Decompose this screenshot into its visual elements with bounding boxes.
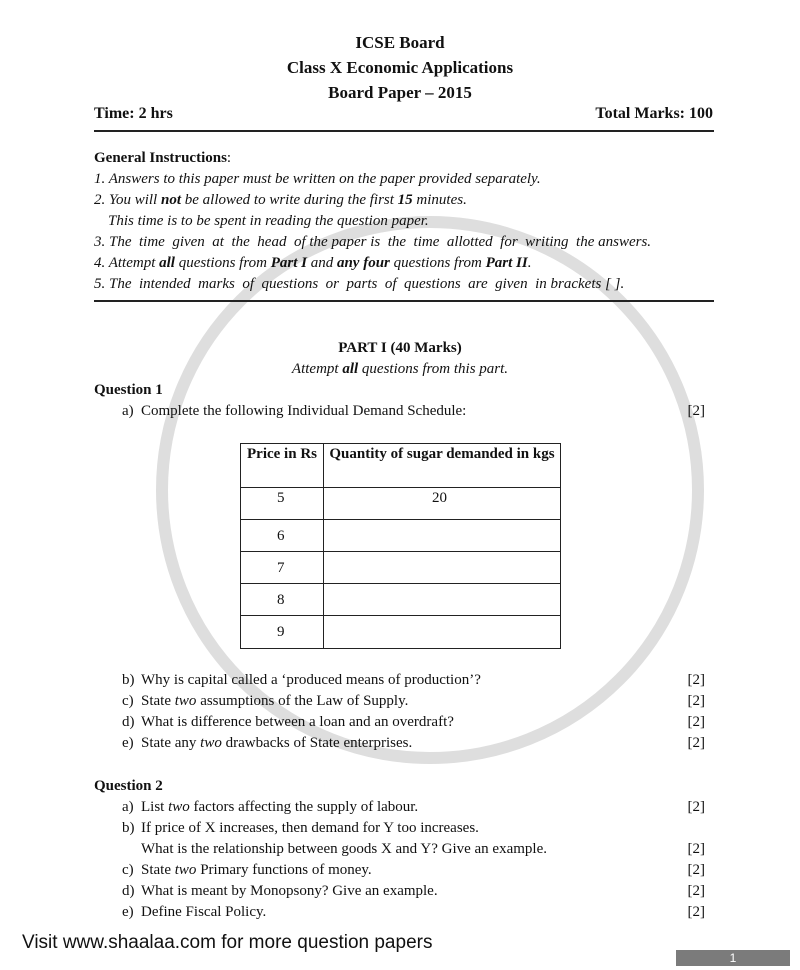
q1e-marks: [2] [687, 735, 705, 751]
q2c-text: State two Primary functions of money. [141, 862, 372, 878]
q2e-text: Define Fiscal Policy. [141, 904, 267, 920]
price-cell: 8 [241, 584, 324, 616]
question-2-title: Question 2 [94, 778, 163, 794]
divider [94, 130, 714, 132]
quantity-cell [324, 552, 561, 584]
price-cell: 7 [241, 552, 324, 584]
price-cell: 5 [241, 488, 324, 520]
instruction-3: 3. The time given at the head of the paper is the time allotted for writing the answers. [94, 234, 652, 250]
quantity-cell [324, 520, 561, 552]
q1d-text: What is difference between a loan and an overdraft? [141, 714, 454, 730]
q2a-marks: [2] [687, 799, 705, 815]
q1b-text: Why is capital called a ‘produced means of production’? [141, 672, 481, 688]
instruction-2: 2. You will not be allowed to write during the first 15 minutes. [94, 192, 467, 208]
q1c-text: State two assumptions of the Law of Supply. [141, 693, 409, 709]
q2e-label: e) [122, 904, 134, 920]
q1b-marks: [2] [687, 672, 705, 688]
part1-title: PART I (40 Marks) [338, 340, 462, 356]
q2e-marks: [2] [687, 904, 705, 920]
q2b-text: If price of X increases, then demand for Y too increases. [141, 820, 479, 836]
quantity-cell [324, 616, 561, 649]
q1e-text: State any two drawbacks of State enterprises. [141, 735, 413, 751]
footer-link[interactable]: Visit www.shaalaa.com for more question papers [22, 932, 433, 953]
q2a-label: a) [122, 799, 134, 815]
q2b-label: b) [122, 820, 135, 836]
price-cell: 9 [241, 616, 324, 649]
q2b-marks: [2] [687, 841, 705, 857]
q1a-marks: [2] [687, 403, 705, 419]
q1e-label: e) [122, 735, 134, 751]
page-number: 1 [676, 950, 790, 966]
class-subject: Class X Economic Applications [286, 58, 514, 77]
q1c-marks: [2] [687, 693, 705, 709]
q1a-text: Complete the following Individual Demand Schedule: [141, 403, 467, 419]
quantity-cell: 20 [324, 488, 561, 520]
q2d-marks: [2] [687, 883, 705, 899]
q2a-text: List two factors affecting the supply of labour. [141, 799, 419, 815]
quantity-cell [324, 584, 561, 616]
q1b-label: b) [122, 672, 135, 688]
board-name: ICSE Board [355, 33, 445, 52]
q1c-label: c) [122, 693, 134, 709]
instruction-5: 5. The intended marks of questions or parts of questions are given in brackets [ ]. [94, 276, 625, 292]
table-row [241, 520, 561, 552]
q1d-marks: [2] [687, 714, 705, 730]
q2d-label: d) [122, 883, 135, 899]
instructions-heading: General Instructions: [94, 150, 232, 166]
table-row [241, 488, 561, 520]
paper-year: Board Paper – 2015 [328, 83, 472, 102]
q2d-text: What is meant by Monopsony? Give an example. [141, 883, 438, 899]
divider [94, 300, 714, 302]
table-row [241, 552, 561, 584]
q1a-label: a) [122, 403, 134, 419]
table-row [241, 616, 561, 649]
question-1-title: Question 1 [94, 382, 163, 398]
total-marks: Total Marks: 100 [595, 105, 713, 122]
header-price: Price in Rs [241, 444, 324, 488]
instruction-4: 4. Attempt all questions from Part I and any four questions from Part II. [94, 255, 532, 271]
q2c-marks: [2] [687, 862, 705, 878]
demand-schedule-table [240, 443, 561, 649]
part1-subtitle: Attempt all questions from this part. [291, 361, 509, 377]
table-row [241, 584, 561, 616]
instruction-1: 1. Answers to this paper must be written on the paper provided separately. [94, 171, 541, 187]
q1d-label: d) [122, 714, 135, 730]
instruction-2-cont: This time is to be spent in reading the question paper. [108, 213, 429, 229]
price-cell: 6 [241, 520, 324, 552]
q2c-label: c) [122, 862, 134, 878]
header-quantity: Quantity of sugar demanded in kgs [324, 444, 561, 488]
time-allowed: Time: 2 hrs [94, 105, 173, 122]
q2b-text-cont: What is the relationship between goods X and Y? Give an example. [141, 841, 547, 857]
